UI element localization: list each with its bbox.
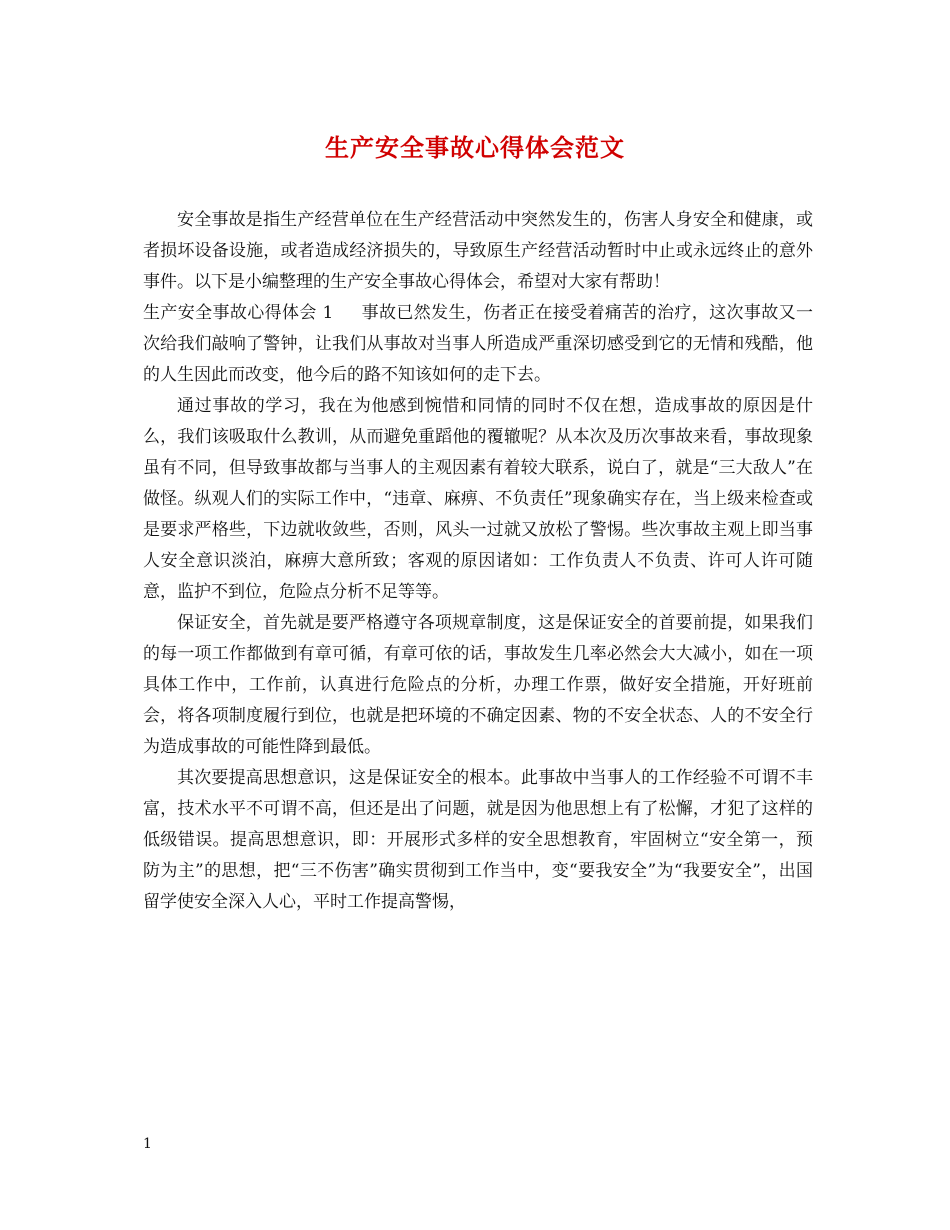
body-paragraph-rules: 保证安全，首先就是要严格遵守各项规章制度，这是保证安全的首要前提，如果我们的每一项工作都做到有章可循，有章可依的话，事故发生几率必然会大大减小，如在一项具体工作中，工作前，认真进行危险点的分析，办理工作票，做好安全措施，开好班前会，将各项制度履行到位，也就是把环境的不确定因素、物的不安全状态、人的不安全行为造成事故的可能性降到最低。 bbox=[143, 613, 813, 757]
section-heading: 生产安全事故心得体会 1 bbox=[143, 303, 334, 323]
page-number: 1 bbox=[143, 1136, 152, 1152]
document-body bbox=[143, 205, 813, 918]
document-title: 生产安全事故心得体会范文 bbox=[325, 133, 625, 162]
section-1-paragraph bbox=[143, 298, 813, 391]
body-paragraph-analysis: 通过事故的学习，我在为他感到惋惜和同情的同时不仅在想，造成事故的原因是什么，我们该吸取什么教训，从而避免重蹈他的覆辙呢？从本次及历次事故来看，事故现象虽有不同，但导致事故都与当事人的主观因素有着较大联系，说白了，就是“三大敌人”在做怪。纵观人们的实际工作中，“违章、麻痹、不负责任”现象确实存在，当上级来检查或是要求严格些，下边就收敛些，否则，风头一过就又放松了警惕。些次事故主观上即当事人安全意识淡泊，麻痹大意所致；客观的原因诸如：工作负责人不负责、许可人许可随意，监护不到位，危险点分析不足等等。 bbox=[143, 396, 813, 602]
intro-paragraph: 安全事故是指生产经营单位在生产经营活动中突然发生的，伤害人身安全和健康，或者损坏设备设施，或者造成经济损失的，导致原生产经营活动暂时中止或永远终止的意外事件。以下是小编整理的生产安全事故心得体会，希望对大家有帮助！ bbox=[143, 210, 813, 292]
body-paragraph-awareness: 其次要提高思想意识，这是保证安全的根本。此事故中当事人的工作经验不可谓不丰富，技术水平不可谓不高，但还是出了问题，就是因为他思想上有了松懈，才犯了这样的低级错误。提高思想意识，即：开展形式多样的安全思想教育，牢固树立“安全第一，预防为主”的思想，把“三不伤害”确实贯彻到工作当中，变“要我安全”为“我要安全”，出国留学使安全深入人心，平时工作提高警惕， bbox=[143, 768, 813, 912]
section-1-text: 事故已然发生，伤者正在接受着痛苦的治疗，这次事故又一次给我们敲响了警钟，让我们从事故对当事人所造成严重深切感受到它的无情和残酷，他的人生因此而改变，他今后的路不知该如何的走下去。 bbox=[143, 303, 813, 385]
